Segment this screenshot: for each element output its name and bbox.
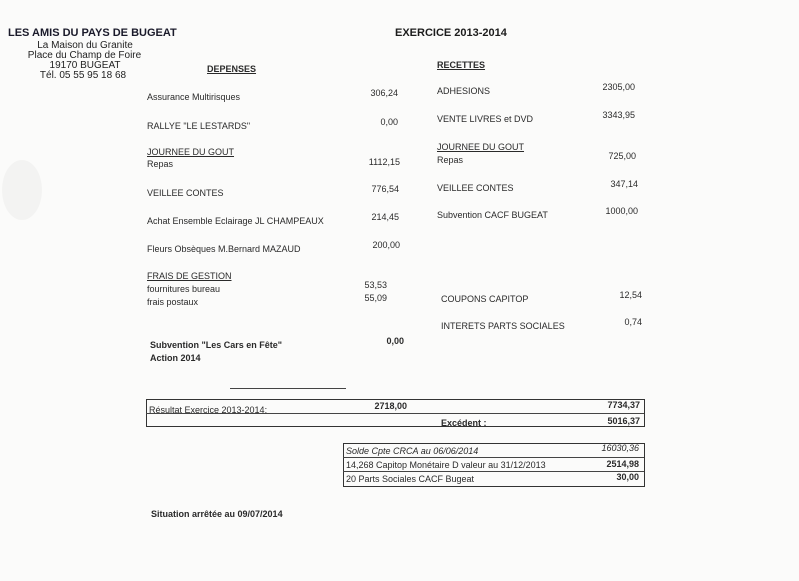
address-line-3: 19170 BUGEAT — [49, 60, 121, 71]
depense-rallye-amount: 0,00 — [380, 117, 398, 127]
recette-interets-amount: 0,74 — [624, 317, 642, 327]
recette-veillee-label: VEILLEE CONTES — [437, 183, 514, 193]
depense-fleurs-label: Fleurs Obsèques M.Bernard MAZAUD — [147, 244, 301, 254]
depense-fleurs-amount: 200,00 — [372, 240, 400, 250]
depenses-heading: DEPENSES — [207, 64, 257, 74]
depense-frais-heading: FRAIS DE GESTION — [147, 271, 232, 281]
situation-date: Situation arrêtée au 09/07/2014 — [151, 509, 283, 519]
depense-repas-label: Repas — [147, 159, 174, 169]
recette-coupons-amount: 12,54 — [619, 290, 642, 300]
depense-veillee-label: VEILLEE CONTES — [147, 188, 224, 198]
recette-repas-label: Repas — [437, 155, 464, 165]
resultat-depenses-total: 2718,00 — [374, 401, 407, 411]
separator-line — [230, 388, 346, 389]
excedent-label: Excédent : — [441, 418, 487, 428]
scan-stain — [2, 160, 42, 220]
recette-veillee-amount: 347,14 — [610, 179, 638, 189]
recette-repas-amount: 725,00 — [608, 151, 636, 161]
depense-rallye-label: RALLYE "LE LESTARDS" — [147, 121, 251, 131]
recette-subvention-amount: 1000,00 — [605, 206, 638, 216]
situation-divider-1 — [343, 457, 644, 458]
address-line-1: La Maison du Granite — [37, 40, 133, 51]
recette-vente-amount: 3343,95 — [602, 110, 635, 120]
depense-assurance-label: Assurance Multirisques — [147, 92, 241, 102]
recettes-heading: RECETTES — [437, 60, 486, 70]
parts-amount: 30,00 — [616, 472, 639, 482]
recette-journee-heading: JOURNEE DU GOUT — [437, 142, 525, 152]
recette-vente-label: VENTE LIVRES et DVD — [437, 114, 534, 124]
depense-subvention-amount: 0,00 — [386, 336, 404, 346]
solde-label: Solde Cpte CRCA au 06/06/2014 — [346, 446, 479, 456]
parts-label: 20 Parts Sociales CACF Bugeat — [346, 474, 475, 484]
resultat-recettes-total: 7734,37 — [607, 400, 640, 410]
recette-adhesions-label: ADHESIONS — [437, 86, 491, 96]
depense-achat-label: Achat Ensemble Eclairage JL CHAMPEAUX — [147, 216, 324, 226]
excedent-amount: 5016,37 — [607, 416, 640, 426]
depense-fournitures-label: fournitures bureau — [147, 284, 221, 294]
depense-journee-heading: JOURNEE DU GOUT — [147, 147, 235, 157]
depense-repas-amount: 1112,15 — [368, 157, 400, 167]
solde-amount: 16030,36 — [601, 443, 639, 453]
recette-interets-label: INTERETS PARTS SOCIALES — [441, 321, 565, 331]
recette-adhesions-amount: 2305,00 — [602, 82, 635, 92]
depense-subvention-label: Subvention "Les Cars en Fête" — [150, 340, 283, 350]
depense-postaux-label: frais postaux — [147, 297, 199, 307]
depense-veillee-amount: 776,54 — [371, 184, 399, 194]
capitop-label: 14,268 Capitop Monétaire D valeur au 31/12/2013 — [346, 460, 546, 470]
capitop-amount: 2514,98 — [606, 459, 639, 469]
resultat-label: Résultat Exercice 2013-2014: — [149, 405, 268, 415]
page-title: EXERCICE 2013-2014 — [395, 27, 507, 39]
org-name: LES AMIS DU PAYS DE BUGEAT — [8, 27, 177, 39]
depense-postaux-amount: 55,09 — [364, 293, 387, 303]
address-line-2: Place du Champ de Foire — [27, 50, 142, 61]
recette-subvention-label: Subvention CACF BUGEAT — [437, 210, 548, 220]
recette-coupons-label: COUPONS CAPITOP — [441, 294, 529, 304]
depense-fournitures-amount: 53,53 — [364, 280, 387, 290]
phone-number: Tél. 05 55 95 18 68 — [39, 70, 127, 81]
depense-achat-amount: 214,45 — [371, 212, 399, 222]
depense-assurance-amount: 306,24 — [370, 88, 398, 98]
depense-subvention-action: Action 2014 — [150, 353, 201, 363]
